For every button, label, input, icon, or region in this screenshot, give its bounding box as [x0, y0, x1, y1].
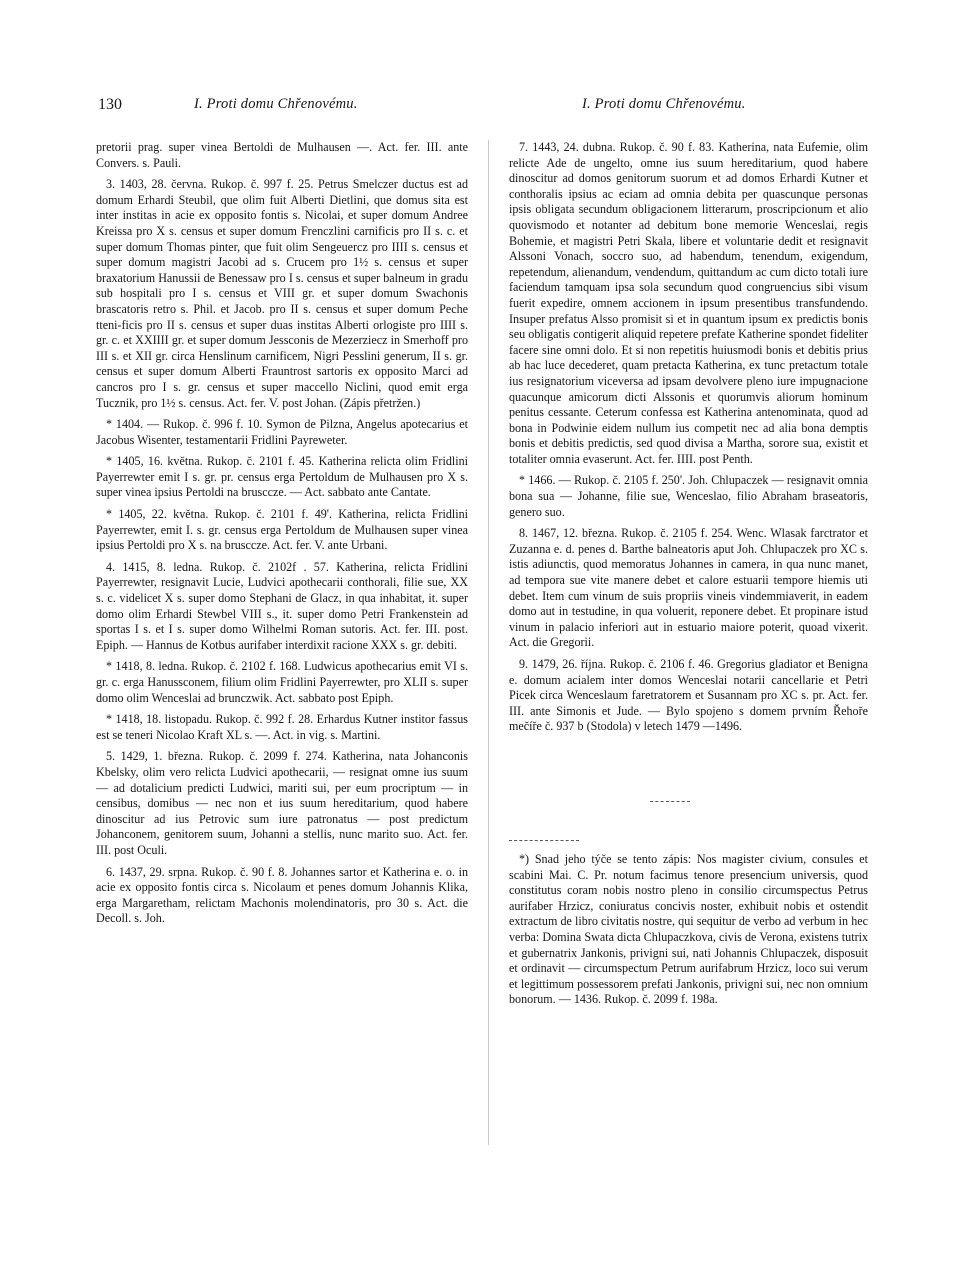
- footnote: [509, 852, 868, 1008]
- paragraph: 8. 1467, 12. března. Rukop. č. 2105 f. 254. Wenc. Wlasak farctrator et Zuzanna e. d. penes d. Barthe balneatoris aput Joh. Chlupaczek pro XC s. istis adiunctis, quod memoratus Johannes in camera, in qua nunc manet, ad tempora sue vite manere debet et calore estuarii tempore hiemis uti debet. Item cum vinum de suis propriis vineis vindemmiaverit, in eadem domo aut in testudine, in qua voluerit, reponere debet. Et propinare istud vinum in palacio inferiori aut in estuario maiore poterit, quoad vixerit. Act. die Gregorii.: [509, 526, 868, 650]
- paragraph: pretorii prag. super vinea Bertoldi de Mulhausen —. Act. fer. III. ante Convers. s. Pauli.: [96, 140, 468, 170]
- running-head-left: I. Proti domu Chřenovému.: [194, 96, 358, 112]
- page-number: 130: [98, 96, 122, 113]
- paragraph: * 1405, 22. května. Rukop. č. 2101 f. 49'. Katherina, relicta Fridlini Payerrewter, emit I. s. gr. census erga Pertoldum de Mulhausen super vinea ipsius Pertoldi pro X s. na brusccze. Act. fer. V. ante Urbani.: [96, 507, 468, 553]
- paragraph: * 1405, 16. května. Rukop. č. 2101 f. 45. Katherina relicta olim Fridlini Payerrewter emit I s. gr. pr. census erga Pertoldum de Mulhausen pro X s. super vinea ipsius Pertoldi na brusccze. — Act. sabbato ante Cantate.: [96, 454, 468, 500]
- section-end-rule: [650, 801, 690, 803]
- paragraph: * 1404. — Rukop. č. 996 f. 10. Symon de Pilzna, Angelus apotecarius et Jacobus Wisenter, testamentarii Fridlini Payreweter.: [96, 417, 468, 447]
- paragraph: * 1466. — Rukop. č. 2105 f. 250'. Joh. Chlupaczek — resignavit omnia bona sua — Johanne, filie sue, Wenceslao, filio Abraham braseatoris, genero suo.: [509, 473, 868, 519]
- paragraph: 3. 1403, 28. června. Rukop. č. 997 f. 25. Petrus Smelczer ductus est ad domum Erhardi Steubil, que olim fuit Alberti Dietlini, que domus sita est inter institas in acie ex opposito fontis s. Nicolai, et super domum Andree Kreissa pro X s. census et super domum Frenczlini carnificis pro II s. c. et super domum Thomas pinter, que fuit olim Sengeuercz pro IIII s. census et super domum magistri Jacobi ad s. Crucem pro 1½ s. census et super braxatorium Hanussii de Benessaw pro I s. census et super balneum in gradu sub hospitali pro I s. census et VIII gr. et super domum Swachonis brascatoris retro s. Phil. et Jacob. pro II s. census et super domum Peche tteni-ficis pro II s. census et super duas institas Alberti orlogiste pro IIII s. gr. c. et XXIIII gr. et super domum Jessconis de Mezerziecz in Smerhoff pro III s. et XII gr. circa Henslinum carnificem, Nigri Pesslini generum, II s. gr. census et super domum Alberti Frauntrost sartoris ex opposito Marci ad cancros pro I s. gr. census et super maccello Niclini, quod emit erga Tucznik, pro 1½ s. census. Act. fer. V. post Johan. (Zápis přetržen.): [96, 177, 468, 410]
- running-head-right: I. Proti domu Chřenovému.: [582, 96, 746, 112]
- left-column: [96, 140, 468, 933]
- paragraph: 7. 1443, 24. dubna. Rukop. č. 90 f. 83. Katherina, nata Eufemie, olim relicte Ade de ungelto, omne ius suum hereditarium, quod habere dinoscitur ad domos genitorum suorum et ad domos Erhardi Kutner et conthoralis ipsius ac eciam ad omnia debita per quascunque personas ipsis obligata secundum obligacionem litterarum, proscripcionum et alio quovismodo et notanter ad debitum bone memorie Wenceslai, regis Bohemie, et magistri Petri Skala, libere et voluntarie dedit et resignavit Alssoni Vonach, soccro suo, ad habendum, tenendum, exigendum, repetendum, alienandum, vendendum, quittandum ac cum dicto totali iure faciendum tamquam ipsa sola secundum quod congruencius sibi visum fuerit expedire, omnem accionem in ipsum presentibus transfundendo. Insuper prefatus Alsso promisit si et in quantum ipsum ex predictis bonis seu obligatis contigerit aliquid repetere prefate Katherine spondet fideliter facere sine omni dolo. Et si non repetitis huiusmodi bonis et debitis prius ab hac luce decederet, quam pretacta Katherina, ex tunc pretactum totale ius resignatorium viceversa ad ipsam devolvere pleno iure impugnacione quacunque amicorum dicti Alssonis et quorumvis aliorum hominum penitus cessante. Ceterum confessa est Katherina antenominata, quod ad bona in Podwinie eidem nullum ius competit nec ad alia bona demptis bonis et debitis predictis, sed quod divisa a Martha, sorore sua, existit et totaliter omnia evaserunt. Act. fer. IIII. post Penth.: [509, 140, 868, 466]
- paragraph: 6. 1437, 29. srpna. Rukop. č. 90 f. 8. Johannes sartor et Katherina e. o. in acie ex opposito fontis circa s. Nicolaum et penes domum Johannis Klika, erga Margaretham, relictam Machonis molendinatoris, pro 30 s. Act. die Decoll. s. Joh.: [96, 864, 468, 926]
- footnote-rule: [509, 840, 579, 842]
- column-divider: [488, 140, 489, 1145]
- right-column: [509, 140, 868, 741]
- page-header: [96, 96, 868, 120]
- footnote-text: *) Snad jeho týče se tento zápis: Nos magister civium, consules et scabini Mai. C. Pr. notum facimus tenore presencium universis, quod constitutus coram nobis nostro pleno in consilio circumspectus Petrus aurifaber Hrzicz, coniuratus concivis noster, exhibuit nobis et ostendit extractum de libro civitatis nostre, qui sequitur de verbo ad verbum in hec verba: Domina Swata dicta Chlupaczkova, civis de Verona, existens tutrix et gubernatrix Jankonis, privigni sui, nati Johannis Chlupaczek, disposuit et ordinavit — circumspectum Petrum aurifabrum Hrzicz, loco sui verum et legittimum possessorem prefati Jankonis, privigni sui, nec non omnium bonorum. — 1436. Rukop. č. 2099 f. 198a.: [509, 852, 868, 1007]
- paragraph: * 1418, 8. ledna. Rukop. č. 2102 f. 168. Ludwicus apothecarius emit VI s. gr. c. erga Hanussconem, filium olim Fridlini Payerrewter, pro XLII s. super domo olim Wenceslai ad brunczwik. Act. sabbato post Epiph.: [96, 659, 468, 705]
- paragraph: 4. 1415, 8. ledna. Rukop. č. 2102f . 57. Katherina, relicta Fridlini Payerrewter, resignavit Lucie, Ludvici apothecarii conthorali, filie sue, XX s. c. videlicet X s. super domo Stephani de Glacz, in qua inhabitat, it. super domo olim Erhardi Stewbel VIII s., it. super domo Petri Frankenstein ad sportas I s. et I s. super domo Wilhelmi Roman sutoris. Act. fer. III. post. Epiph. — Hannus de Kotbus aurifaber interdixit racione XXX s. gr. debiti.: [96, 559, 468, 652]
- paragraph: 5. 1429, 1. března. Rukop. č. 2099 f. 274. Katherina, nata Johanconis Kbelsky, olim vero relicta Ludvici apothecarii, — resignat omne ius suum — ad dotalicium predicti Ludwici, mariti sui, per eum procriptum — in censibus, domibus — nec non et ius suum hereditarium, quod habere dinoscitur ad ius Petrovic sum iure patronatus — post predictum Johanconem, genitorem suum, Johanni a stellis, nunc marito suo. Act. fer. III. post Oculi.: [96, 749, 468, 857]
- paragraph: 9. 1479, 26. října. Rukop. č. 2106 f. 46. Gregorius gladiator et Benigna e. domum acialem inter domos Wenceslai notarii cancellarie et Petri Picek circa Wenceslaum faretratorem et Susannam pro XC s. pr. Act. fer. III. ante Simonis et Jude. — Bylo spojeno s domem prvním Řehoře mečíře č. 937 b (Stodola) v letech 1479 —1496.: [509, 657, 868, 734]
- paragraph: * 1418, 18. listopadu. Rukop. č. 992 f. 28. Erhardus Kutner institor fassus est se teneri Nicolao Kraft XL s. —. Act. in vig. s. Martini.: [96, 712, 468, 742]
